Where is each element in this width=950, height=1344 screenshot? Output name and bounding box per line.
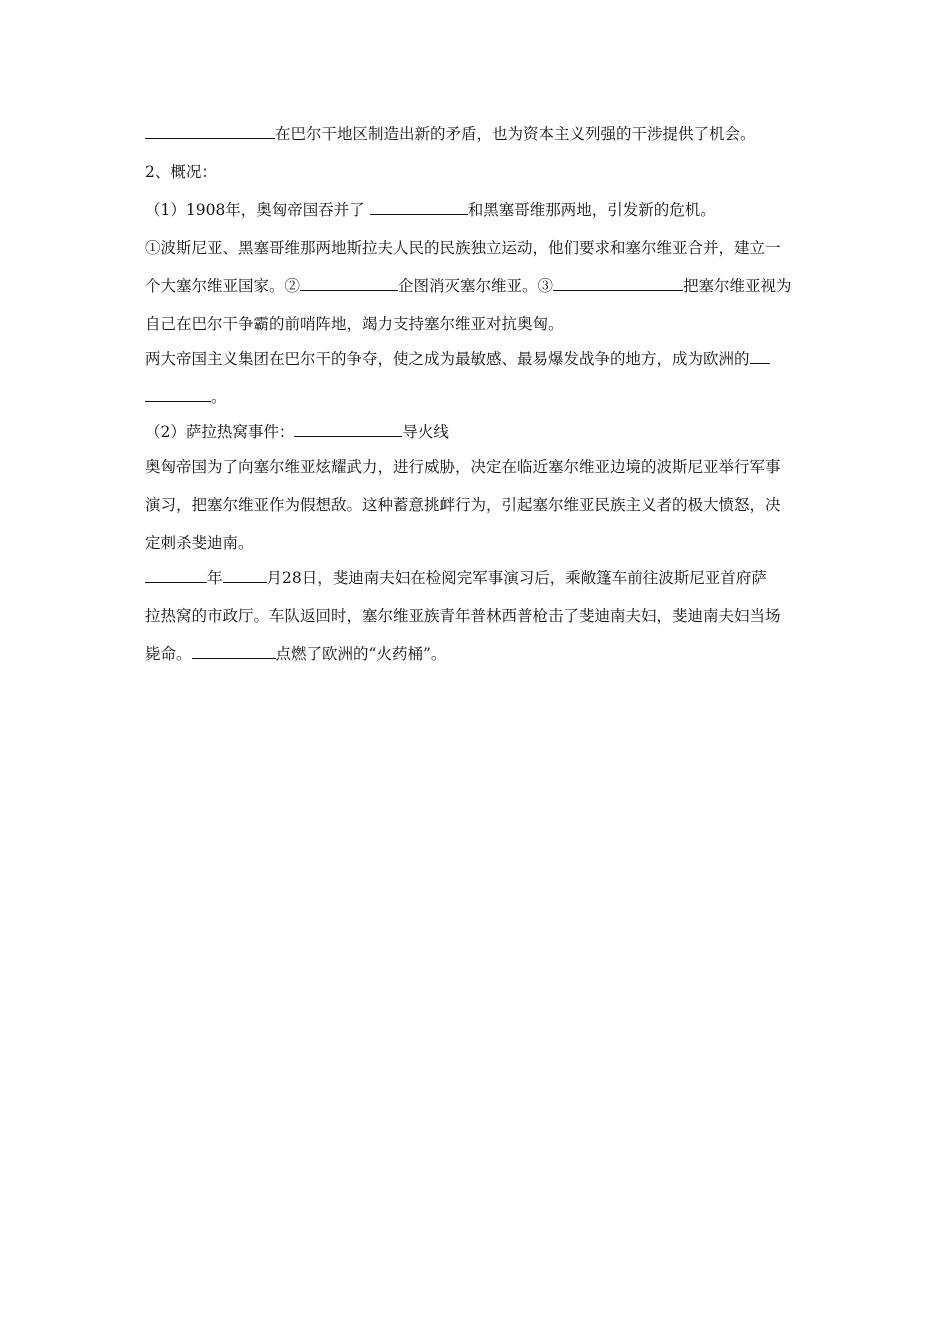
text-segment: 个大塞尔维亚国家。② [145,277,301,295]
text-line-1 [145,122,845,147]
text-line-7 [145,347,845,372]
text-line-6 [145,312,845,337]
text-segment: 两大帝国主义集团在巴尔干的争夺，使之成为最敏感、最易爆发战争的地方，成为欧洲的 [145,350,750,368]
fill-blank[interactable] [145,385,211,402]
text-line-14 [145,604,845,629]
text-segment: 企图消灭塞尔维亚。③ [398,277,554,295]
text-segment: 在巴尔干地区制造出新的矛盾，也为资本主义列强的干涉提供了机会。 [275,125,756,143]
fill-blank[interactable] [750,347,770,364]
fill-blank[interactable] [145,566,207,583]
text-segment: 定刺杀斐迪南。 [145,534,254,552]
text-segment: 自己在巴尔干争霸的前哨阵地，竭力支持塞尔维亚对抗奥匈。 [145,315,564,333]
fill-blank[interactable] [192,642,276,659]
fill-blank[interactable] [145,122,275,139]
text-line-4 [145,236,845,261]
text-segment: 毙命。 [145,645,192,663]
text-line-11 [145,493,845,518]
text-segment: 拉热窝的市政厅。车队返回时，塞尔维亚族青年普林西普枪击了斐迪南夫妇，斐迪南夫妇当场 [145,607,781,625]
section-heading [145,160,845,185]
text-segment: ①波斯尼亚、黑塞哥维那两地斯拉夫人民的民族独立运动，他们要求和塞尔维亚合并，建立一 [145,239,781,257]
text-segment: 导火线 [402,423,449,441]
fill-blank[interactable] [294,420,402,437]
text-segment: 奥匈帝国为了向塞尔维亚炫耀武力，进行威胁，决定在临近塞尔维亚边境的波斯尼亚举行军事 [145,458,781,476]
fill-blank[interactable] [223,566,267,583]
text-segment: 点燃了欧洲的“火药桶”。 [275,645,447,663]
fill-blank[interactable] [370,198,468,215]
text-line-13 [145,566,845,591]
text-line-8 [145,385,845,410]
text-segment: 把塞尔维亚视为 [683,277,792,295]
text-segment: （2）萨拉热窝事件： [145,423,295,441]
text-line-12 [145,531,845,556]
text-segment: 2、概况： [145,163,217,181]
text-line-10 [145,455,845,480]
text-line-9 [145,420,845,445]
text-segment: 月28日，斐迪南夫妇在检阅完军事演习后，乘敞篷车前往波斯尼亚首府萨 [266,569,767,587]
fill-blank[interactable] [553,274,683,291]
text-segment: （1）1908年，奥匈帝国吞并了 [145,201,365,219]
fill-blank[interactable] [300,274,398,291]
text-line-5 [145,274,845,299]
text-segment: 和黑塞哥维那两地，引发新的危机。 [467,201,716,219]
text-segment: 。 [211,388,227,406]
text-segment: 演习，把塞尔维亚作为假想敌。这种蓄意挑衅行为，引起塞尔维亚民族主义者的极大愤怒，决 [145,496,781,514]
document-body [145,122,845,667]
text-line-15 [145,642,845,667]
text-segment: 年 [207,569,223,587]
text-line-3 [145,198,845,223]
